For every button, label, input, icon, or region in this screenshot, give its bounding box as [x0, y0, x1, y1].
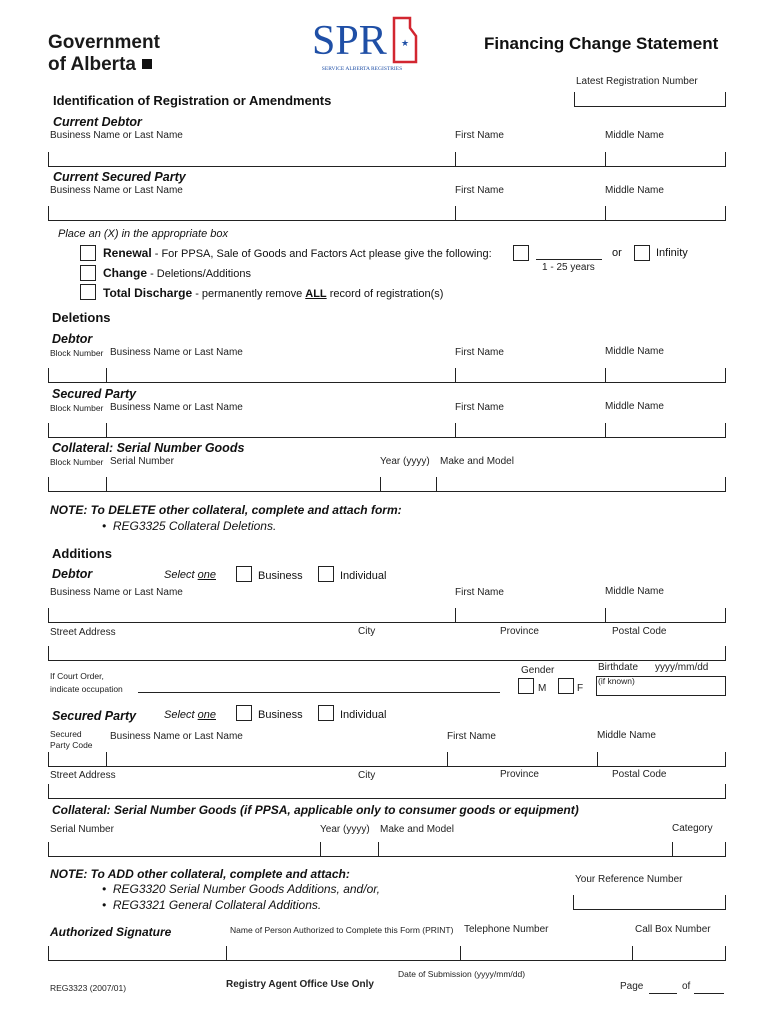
- divider: [605, 206, 606, 220]
- del-note-item: • REG3325 Collateral Deletions.: [102, 519, 277, 533]
- del-col-year-label: Year (yyyy): [380, 456, 430, 467]
- add-note-item2: REG3321 General Collateral Additions.: [112, 898, 322, 912]
- court-order-1: If Court Order,: [50, 671, 104, 681]
- divider: [455, 206, 456, 220]
- divider: [460, 946, 461, 960]
- divider: [380, 477, 381, 491]
- add-sp-name-input[interactable]: [48, 752, 726, 767]
- del-debtor-input[interactable]: [48, 368, 726, 383]
- del-sp-business-label: Business Name or Last Name: [110, 402, 243, 413]
- change-label: Change: [103, 266, 148, 280]
- cd-first-label: First Name: [455, 130, 504, 141]
- add-col-category-label: Category: [672, 823, 713, 834]
- add-sp-business-label: Business: [258, 709, 303, 721]
- birthdate-input[interactable]: [596, 676, 726, 696]
- cd-middle-label: Middle Name: [605, 130, 664, 141]
- signature-row-input[interactable]: [48, 946, 726, 961]
- total-all: ALL: [305, 288, 327, 300]
- auth-sig-label: Authorized Signature: [50, 925, 172, 939]
- court-order-2: indicate occupation: [50, 684, 123, 694]
- total-desc-a: - permanently remove: [192, 288, 306, 300]
- del-debtor-first-label: First Name: [455, 347, 504, 358]
- add-collateral-input[interactable]: [48, 842, 726, 857]
- divider: [455, 608, 456, 622]
- sp-select-one-b: one: [197, 709, 216, 721]
- add-col-year-label: Year (yyyy): [320, 824, 370, 835]
- divider: [605, 152, 606, 166]
- divider: [106, 477, 107, 491]
- logo-subtitle: SERVICE ALBERTA REGISTRIES: [321, 66, 403, 72]
- change-desc: - Deletions/Additions: [147, 268, 251, 280]
- birthdate-known: (if known): [598, 676, 635, 686]
- add-debtor-business-label: Business: [258, 570, 303, 582]
- infinity-label: Infinity: [656, 247, 688, 259]
- your-ref-label: Your Reference Number: [575, 874, 683, 885]
- csp-middle-label: Middle Name: [605, 185, 664, 196]
- add-debtor-street-label: Street Address: [50, 627, 116, 638]
- add-sp-individual-checkbox[interactable]: [318, 705, 334, 721]
- total-discharge-label: Total Discharge: [103, 286, 193, 300]
- add-note-text: NOTE: To ADD other collateral, complete and attach:: [50, 867, 350, 881]
- add-sp-heading: Secured Party: [52, 709, 137, 723]
- add-debtor-business-checkbox[interactable]: [236, 566, 252, 582]
- del-note: [50, 503, 402, 517]
- your-ref-input[interactable]: [573, 895, 726, 910]
- del-collateral-input[interactable]: [48, 477, 726, 492]
- add-sp-first-label: First Name: [447, 731, 496, 742]
- latest-reg-label: Latest Registration Number: [576, 76, 698, 87]
- divider: [597, 752, 598, 766]
- place-x-instruction: Place an (X) in the appropriate box: [58, 228, 228, 240]
- form-code: REG3323 (2007/01): [50, 983, 127, 993]
- form-title: Financing Change Statement: [484, 34, 719, 53]
- csp-first-label: First Name: [455, 185, 504, 196]
- spr-logo: [310, 14, 422, 74]
- divider: [320, 842, 321, 856]
- divider: [605, 423, 606, 437]
- sp-code-1: Secured: [50, 729, 82, 739]
- select-one-b: one: [197, 569, 216, 581]
- del-collateral-heading: Collateral: Serial Number Goods: [52, 441, 245, 455]
- ident-heading: Identification of Registration or Amendments: [53, 93, 332, 108]
- total-discharge-checkbox[interactable]: [80, 284, 96, 300]
- divider: [605, 608, 606, 622]
- add-sp-postal-label: Postal Code: [612, 769, 667, 780]
- government-of-alberta: [48, 32, 160, 76]
- renewal-years-checkbox[interactable]: [513, 245, 529, 261]
- telephone-label: Telephone Number: [464, 924, 549, 935]
- del-note-item-text: REG3325 Collateral Deletions.: [112, 519, 277, 533]
- sp-select-one-a: Select: [164, 709, 198, 721]
- years-input[interactable]: [536, 259, 602, 260]
- add-debtor-individual-label: Individual: [340, 570, 387, 582]
- occupation-input[interactable]: [138, 692, 500, 693]
- add-sp-province-label: Province: [500, 769, 539, 780]
- additions-heading: Additions: [52, 546, 112, 561]
- divider: [436, 477, 437, 491]
- add-sp-business-checkbox[interactable]: [236, 705, 252, 721]
- add-collateral-heading: Collateral: Serial Number Goods (if PPSA, applicable only to consumer goods or equipment): [52, 803, 579, 817]
- renewal-checkbox[interactable]: [80, 245, 96, 261]
- del-sp-heading: Secured Party: [52, 387, 137, 401]
- gender-label: Gender: [521, 665, 555, 676]
- select-one-a: Select: [164, 569, 198, 581]
- divider: [378, 842, 379, 856]
- del-sp-input[interactable]: [48, 423, 726, 438]
- divider: [455, 152, 456, 166]
- del-col-make-label: Make and Model: [440, 456, 514, 467]
- renewal-label: Renewal: [103, 246, 152, 260]
- call-box-label: Call Box Number: [635, 924, 711, 935]
- divider: [455, 368, 456, 382]
- del-debtor-business-label: Business Name or Last Name: [110, 347, 243, 358]
- of-label: of: [682, 981, 691, 992]
- add-debtor-city-label: City: [358, 626, 376, 637]
- divider: [447, 752, 448, 766]
- total-desc-b: record of registration(s): [326, 288, 444, 300]
- latest-reg-input[interactable]: [574, 92, 726, 107]
- add-col-make-label: Make and Model: [380, 824, 454, 835]
- renewal-desc: - For PPSA, Sale of Goods and Factors Act please give the following:: [151, 248, 492, 260]
- divider: [106, 368, 107, 382]
- page-label: Page: [620, 981, 644, 992]
- current-sp-heading: Current Secured Party: [53, 170, 186, 184]
- divider: [455, 423, 456, 437]
- current-debtor-input[interactable]: [48, 152, 726, 167]
- auth-name-label: Name of Person Authorized to Complete this Form (PRINT): [230, 925, 454, 935]
- del-sp-middle-label: Middle Name: [605, 401, 664, 412]
- add-debtor-individual-checkbox[interactable]: [318, 566, 334, 582]
- add-sp-address-input[interactable]: [48, 784, 726, 799]
- alberta-square-icon: [142, 59, 152, 69]
- add-debtor-heading: Debtor: [52, 567, 93, 581]
- gov-line-1: Government: [48, 32, 160, 53]
- add-sp-individual-label: Individual: [340, 709, 387, 721]
- add-debtor-name-input[interactable]: [48, 608, 726, 623]
- logo-text: SPR: [312, 18, 387, 64]
- birthdate-label: Birthdate: [598, 662, 639, 673]
- divider: [605, 368, 606, 382]
- current-sp-input[interactable]: [48, 206, 726, 221]
- add-note-item1: REG3320 Serial Number Goods Additions, and/or,: [112, 882, 380, 896]
- del-debtor-block-label: Block Number: [50, 348, 104, 358]
- add-sp-city-label: City: [358, 770, 376, 781]
- del-sp-first-label: First Name: [455, 402, 504, 413]
- add-sp-middle-label: Middle Name: [597, 730, 656, 741]
- current-debtor-heading: Current Debtor: [53, 115, 142, 129]
- deletions-heading: Deletions: [52, 310, 111, 325]
- add-debtor-business-name-label: Business Name or Last Name: [50, 587, 183, 598]
- gender-f-label: F: [577, 683, 584, 694]
- csp-business-label: Business Name or Last Name: [50, 185, 183, 196]
- page-number-input[interactable]: [649, 993, 677, 994]
- add-sp-street-label: Street Address: [50, 770, 116, 781]
- or-label: or: [612, 247, 622, 259]
- divider: [672, 842, 673, 856]
- page-total-input[interactable]: [694, 993, 724, 994]
- change-checkbox[interactable]: [80, 265, 96, 281]
- date-sub-label: Date of Submission (yyyy/mm/dd): [398, 969, 526, 979]
- infinity-checkbox[interactable]: [634, 245, 650, 261]
- divider: [106, 423, 107, 437]
- years-label: 1 - 25 years: [542, 262, 595, 273]
- cd-business-label: Business Name or Last Name: [50, 130, 183, 141]
- del-note-text: NOTE: To DELETE other collateral, complete and attach form:: [50, 503, 402, 517]
- agent-use-label: Registry Agent Office Use Only: [226, 979, 374, 990]
- star-icon: ★: [400, 38, 410, 48]
- divider: [226, 946, 227, 960]
- del-col-serial-label: Serial Number: [110, 456, 174, 467]
- add-debtor-address-input[interactable]: [48, 646, 726, 661]
- add-debtor-postal-label: Postal Code: [612, 626, 667, 637]
- del-col-block-label: Block Number: [50, 457, 104, 467]
- sp-code-2: Party Code: [50, 740, 93, 750]
- divider: [632, 946, 633, 960]
- add-debtor-middle-label: Middle Name: [605, 586, 664, 597]
- gov-line-2: of Alberta: [48, 54, 136, 75]
- add-col-serial-label: Serial Number: [50, 824, 114, 835]
- del-debtor-middle-label: Middle Name: [605, 346, 664, 357]
- divider: [106, 752, 107, 766]
- add-debtor-province-label: Province: [500, 626, 539, 637]
- birthdate-format: yyyy/mm/dd: [655, 662, 709, 673]
- gender-m-label: M: [538, 683, 547, 694]
- gender-f-checkbox[interactable]: [558, 678, 574, 694]
- add-debtor-first-label: First Name: [455, 587, 504, 598]
- del-debtor-heading: Debtor: [52, 332, 93, 346]
- gender-m-checkbox[interactable]: [518, 678, 534, 694]
- del-sp-block-label: Block Number: [50, 403, 104, 413]
- add-sp-business-name-label: Business Name or Last Name: [110, 731, 243, 742]
